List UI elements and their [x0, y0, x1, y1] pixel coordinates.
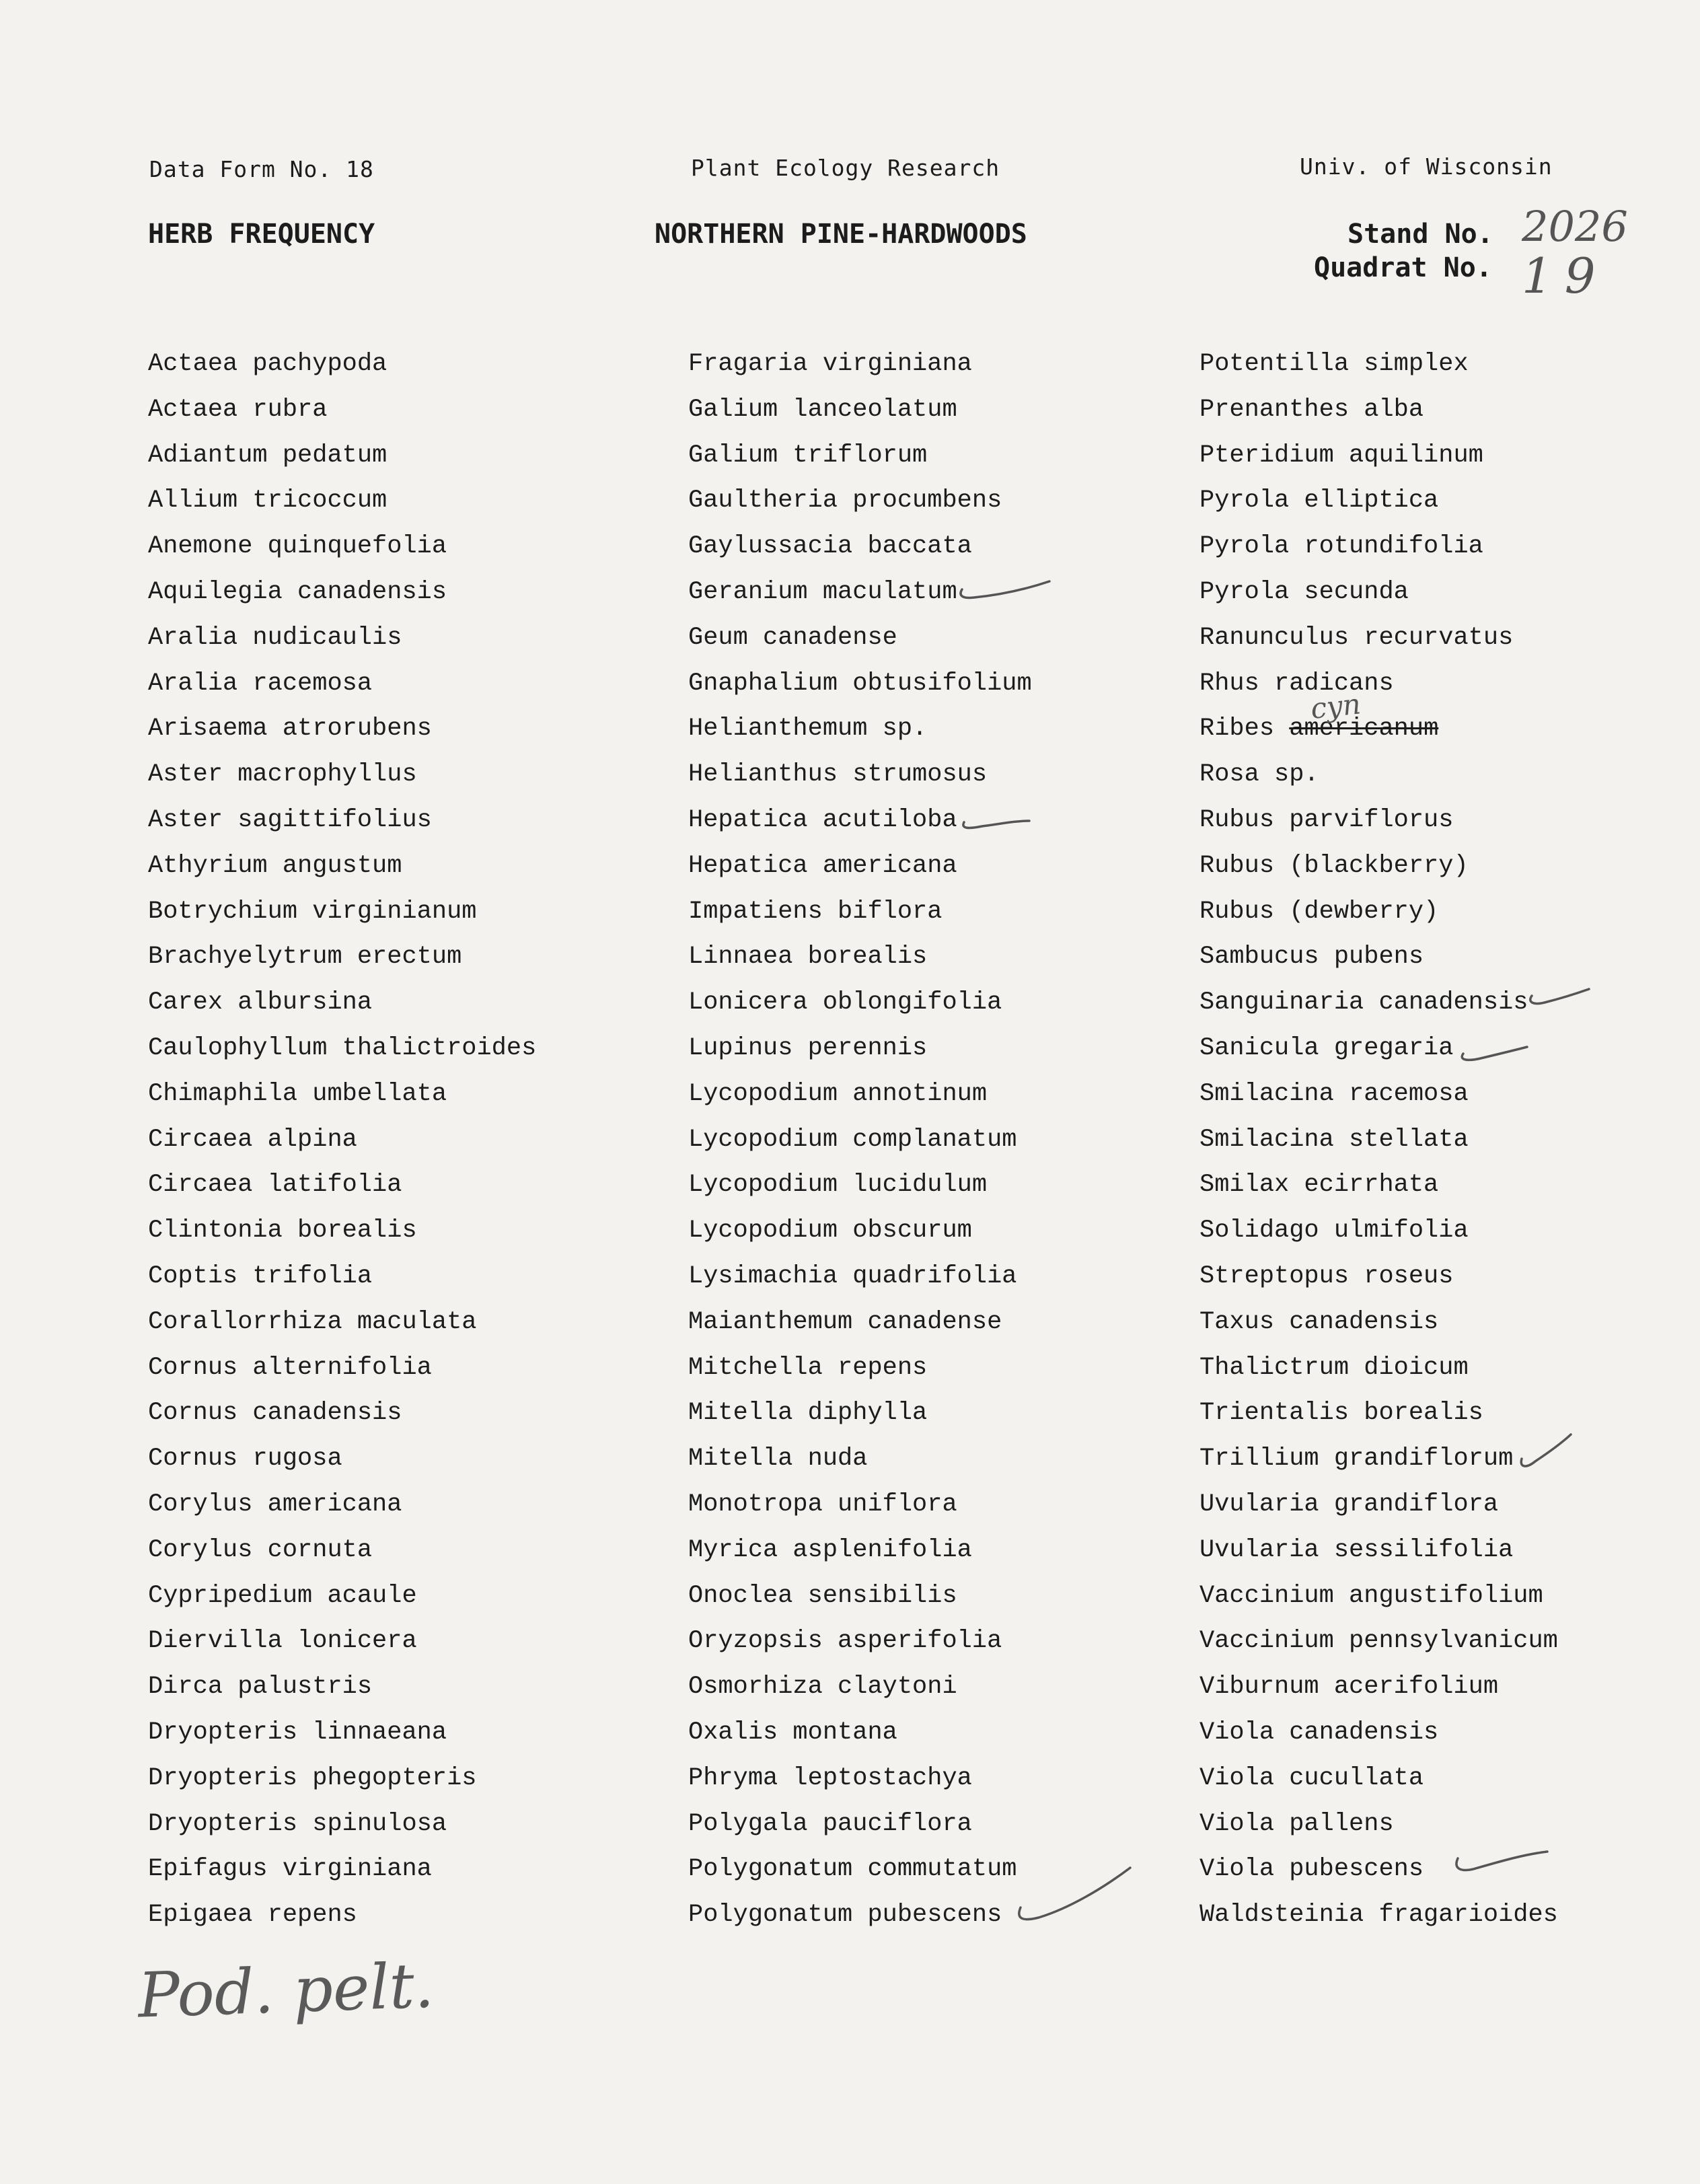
species-name: Lupinus perennis — [688, 1033, 928, 1062]
species-row — [1199, 1624, 1558, 1670]
species-name: Taxus canadensis — [1199, 1307, 1439, 1336]
species-row — [1199, 530, 1558, 575]
species-name: Monotropa uniflora — [688, 1490, 957, 1519]
species-name: Mitella nuda — [688, 1445, 868, 1473]
species-row — [148, 803, 536, 849]
species-row — [148, 1579, 536, 1625]
species-row — [688, 1031, 1032, 1077]
species-name: Sambucus pubens — [1199, 943, 1424, 972]
species-row — [1199, 1168, 1558, 1214]
species-name: Lysimachia quadrifolia — [688, 1262, 1017, 1290]
species-row — [688, 849, 1032, 895]
species-name: Adiantum pedatum — [148, 441, 387, 470]
species-row — [1199, 484, 1558, 530]
species-row — [688, 667, 1032, 713]
species-name: Rubus parviflorus — [1199, 805, 1454, 834]
species-row — [688, 1305, 1032, 1351]
species-row — [1199, 895, 1558, 941]
species-name: Osmorhiza claytoni — [688, 1673, 957, 1702]
species-name: Helianthemum sp. — [688, 715, 928, 743]
species-row — [148, 439, 536, 484]
species-name: Epifagus virginiana — [148, 1855, 432, 1884]
species-name: Coptis trifolia — [148, 1262, 373, 1290]
species-name: Polygala pauciflora — [688, 1809, 972, 1838]
species-name: Sanicula gregaria — [1199, 1033, 1454, 1062]
species-name: Vaccinium angustifolium — [1199, 1581, 1543, 1610]
species-row — [1199, 1351, 1558, 1397]
species-name: Aster macrophyllus — [148, 760, 417, 789]
species-row — [688, 1898, 1032, 1944]
stand-number-value: 2026 — [1522, 202, 1628, 251]
species-name: Diervilla lonicera — [148, 1627, 417, 1656]
species-name: Gaylussacia baccata — [688, 532, 972, 561]
species-name: Dirca palustris — [148, 1673, 373, 1702]
species-row — [1199, 393, 1558, 439]
species-name: Galium lanceolatum — [688, 395, 957, 424]
species-name: Chimaphila umbellata — [148, 1079, 447, 1108]
species-row — [688, 986, 1032, 1031]
species-row — [1199, 1442, 1558, 1488]
species-row — [1199, 1031, 1558, 1077]
species-name: Viburnum acerifolium — [1199, 1673, 1499, 1702]
species-row — [688, 940, 1032, 986]
species-name: Aquilegia canadensis — [148, 577, 447, 606]
species-name: Lycopodium complanatum — [688, 1125, 1017, 1154]
species-name: Lycopodium lucidulum — [688, 1171, 988, 1200]
species-row — [688, 1168, 1032, 1214]
species-row — [1199, 1579, 1558, 1625]
species-row — [688, 712, 1032, 758]
species-row — [148, 1624, 536, 1670]
form-title: HERB FREQUENCY — [148, 219, 375, 250]
species-name: Clintonia borealis — [148, 1216, 417, 1245]
species-row — [1199, 986, 1558, 1031]
species-row — [688, 530, 1032, 575]
species-row — [688, 1579, 1032, 1625]
species-row — [148, 1351, 536, 1397]
species-row — [148, 1396, 536, 1442]
species-row — [148, 1077, 536, 1123]
species-name: Lonicera oblongifolia — [688, 988, 1002, 1017]
species-row — [148, 1123, 536, 1169]
species-name: Cornus canadensis — [148, 1399, 402, 1428]
species-name: Potentilla simplex — [1199, 350, 1469, 378]
species-name: Actaea rubra — [148, 395, 328, 424]
species-name: Ribes americanum — [1199, 712, 1438, 745]
species-name: Helianthus strumosus — [688, 760, 988, 789]
species-name: Maianthemum canadense — [688, 1307, 1002, 1336]
species-row — [1199, 1305, 1558, 1351]
species-name: Ranunculus recurvatus — [1199, 623, 1514, 652]
species-row — [688, 1396, 1032, 1442]
species-row — [1199, 1123, 1558, 1169]
species-row — [688, 575, 1032, 621]
species-column-2 — [688, 347, 1032, 1944]
species-row — [1199, 1761, 1558, 1807]
species-row — [688, 1670, 1032, 1716]
species-name: Hepatica americana — [688, 851, 957, 880]
species-row — [1199, 758, 1558, 803]
species-row — [148, 1214, 536, 1260]
species-row — [1199, 1488, 1558, 1533]
species-row — [688, 621, 1032, 667]
species-name: Galium triflorum — [688, 441, 928, 470]
species-row — [148, 347, 536, 393]
species-name: Onoclea sensibilis — [688, 1581, 957, 1610]
species-row — [688, 1442, 1032, 1488]
quadrat-number-value: 19 — [1522, 248, 1608, 304]
species-name: Smilacina racemosa — [1199, 1079, 1469, 1108]
species-name: Anemone quinquefolia — [148, 532, 447, 561]
species-column-3 — [1199, 347, 1558, 1944]
species-row — [688, 1624, 1032, 1670]
species-name: Hepatica acutiloba — [688, 805, 957, 834]
species-row — [1199, 1716, 1558, 1761]
species-row — [1199, 940, 1558, 986]
species-row — [688, 484, 1032, 530]
species-row — [148, 940, 536, 986]
species-row — [148, 1761, 536, 1807]
species-row — [1199, 1670, 1558, 1716]
species-row — [688, 895, 1032, 941]
species-row — [688, 1077, 1032, 1123]
species-name: Cornus alternifolia — [148, 1353, 432, 1382]
struck-epithet: americanum — [1289, 715, 1439, 743]
species-name: Arisaema atrorubens — [148, 715, 432, 743]
community-title: NORTHERN PINE-HARDWOODS — [655, 219, 1027, 250]
species-row — [148, 484, 536, 530]
species-row — [148, 1533, 536, 1579]
species-name: Aralia racemosa — [148, 669, 373, 698]
stand-number-label: Stand No. — [1347, 219, 1493, 250]
species-name: Geranium maculatum — [688, 577, 957, 606]
species-row — [148, 895, 536, 941]
species-name: Smilax ecirrhata — [1199, 1171, 1439, 1200]
species-row — [148, 530, 536, 575]
species-name: Polygonatum pubescens — [688, 1901, 1002, 1930]
species-name: Polygonatum commutatum — [688, 1855, 1017, 1884]
species-row — [1199, 347, 1558, 393]
species-row — [148, 1716, 536, 1761]
species-row — [1199, 1533, 1558, 1579]
species-name: Aster sagittifolius — [148, 805, 432, 834]
species-name: Streptopus roseus — [1199, 1262, 1454, 1290]
species-name: Circaea latifolia — [148, 1171, 402, 1200]
species-name: Prenanthes alba — [1199, 395, 1424, 424]
species-row — [1199, 621, 1558, 667]
species-name: Fragaria virginiana — [688, 350, 972, 378]
species-row — [148, 849, 536, 895]
species-row — [1199, 575, 1558, 621]
species-row — [688, 803, 1032, 849]
species-name: Pyrola rotundifolia — [1199, 532, 1483, 561]
species-name: Dryopteris phegopteris — [148, 1763, 477, 1792]
species-row — [1199, 1214, 1558, 1260]
research-heading: Plant Ecology Research — [691, 155, 1000, 181]
species-row — [148, 712, 536, 758]
species-row — [148, 1670, 536, 1716]
species-row — [688, 1852, 1032, 1898]
species-name: Carex albursina — [148, 988, 373, 1017]
species-row — [1199, 712, 1558, 758]
species-name: Lycopodium annotinum — [688, 1079, 988, 1108]
university-heading: Univ. of Wisconsin — [1300, 153, 1553, 180]
species-row — [688, 439, 1032, 484]
species-name: Corylus americana — [148, 1490, 402, 1519]
species-row — [148, 1852, 536, 1898]
species-row — [148, 667, 536, 713]
species-name: Circaea alpina — [148, 1125, 357, 1154]
species-name: Viola pallens — [1199, 1809, 1394, 1838]
species-row — [1199, 849, 1558, 895]
margin-note: Pod. pelt. — [137, 1949, 435, 2032]
species-name: Rubus (blackberry) — [1199, 851, 1469, 880]
species-name: Solidago ulmifolia — [1199, 1216, 1469, 1245]
species-name: Trillium grandiflorum — [1199, 1445, 1514, 1473]
species-name: Vaccinium pennsylvanicum — [1199, 1627, 1558, 1656]
species-row — [688, 393, 1032, 439]
species-row — [688, 1214, 1032, 1260]
species-name: Epigaea repens — [148, 1901, 357, 1930]
species-row — [148, 1305, 536, 1351]
species-row — [148, 575, 536, 621]
species-name: Viola pubescens — [1199, 1855, 1424, 1884]
species-row — [688, 1488, 1032, 1533]
species-row — [1199, 803, 1558, 849]
species-row — [1199, 1852, 1558, 1898]
species-name: Smilacina stellata — [1199, 1125, 1469, 1154]
species-name: Rosa sp. — [1199, 760, 1319, 789]
species-row — [688, 1761, 1032, 1807]
species-name: Aralia nudicaulis — [148, 623, 402, 652]
species-name: Dryopteris linnaeana — [148, 1718, 447, 1747]
species-name: Geum canadense — [688, 623, 897, 652]
ribes-correction-note: cyn — [1308, 687, 1362, 725]
species-name: Rhus radicans — [1199, 669, 1394, 698]
species-name: Linnaea borealis — [688, 943, 928, 972]
species-row — [1199, 1898, 1558, 1944]
species-row — [1199, 1077, 1558, 1123]
quadrat-number-label: Quadrat No. — [1314, 252, 1492, 283]
species-name: Oxalis montana — [688, 1718, 897, 1747]
species-row — [688, 1807, 1032, 1853]
species-row — [1199, 667, 1558, 713]
species-name: Allium tricoccum — [148, 486, 387, 515]
species-name: Phryma leptostachya — [688, 1763, 972, 1792]
species-name: Actaea pachypoda — [148, 350, 387, 378]
species-row — [688, 1260, 1032, 1305]
species-row — [688, 1351, 1032, 1397]
species-name: Corallorrhiza maculata — [148, 1307, 477, 1336]
species-row — [1199, 1807, 1558, 1853]
species-name: Gnaphalium obtusifolium — [688, 669, 1032, 698]
species-row — [148, 1488, 536, 1533]
species-name: Cornus rugosa — [148, 1445, 342, 1473]
species-row — [148, 1442, 536, 1488]
species-column-1 — [148, 347, 536, 1944]
species-name: Pyrola secunda — [1199, 577, 1409, 606]
species-row — [148, 1168, 536, 1214]
check-mark-polygonatum-pubescens — [1019, 1868, 1130, 1920]
species-name: Waldsteinia fragarioides — [1199, 1901, 1558, 1930]
species-row — [688, 1533, 1032, 1579]
species-name: Dryopteris spinulosa — [148, 1809, 447, 1838]
species-name: Gaultheria procumbens — [688, 486, 1002, 515]
species-name: Myrica asplenifolia — [688, 1535, 972, 1564]
species-row — [1199, 1396, 1558, 1442]
species-name: Lycopodium obscurum — [688, 1216, 972, 1245]
species-row — [148, 393, 536, 439]
species-row — [1199, 1260, 1558, 1305]
species-row — [148, 986, 536, 1031]
species-row — [688, 347, 1032, 393]
species-row — [148, 1031, 536, 1077]
species-name: Impatiens biflora — [688, 897, 943, 926]
species-name: Uvularia grandiflora — [1199, 1490, 1499, 1519]
species-row — [688, 758, 1032, 803]
form-number: Data Form No. 18 — [149, 156, 374, 182]
species-row — [688, 1716, 1032, 1761]
species-row — [148, 758, 536, 803]
species-row — [148, 621, 536, 667]
species-name: Pyrola elliptica — [1199, 486, 1439, 515]
species-row — [1199, 439, 1558, 484]
species-name: Athyrium angustum — [148, 851, 402, 880]
species-name: Botrychium virginianum — [148, 897, 477, 926]
species-name: Oryzopsis asperifolia — [688, 1627, 1002, 1656]
species-name: Mitchella repens — [688, 1353, 928, 1382]
species-name: Sanguinaria canadensis — [1199, 988, 1528, 1017]
species-name: Viola cucullata — [1199, 1763, 1424, 1792]
species-row — [148, 1898, 536, 1944]
species-row — [688, 1123, 1032, 1169]
species-row — [148, 1260, 536, 1305]
species-name: Thalictrum dioicum — [1199, 1353, 1469, 1382]
species-name: Cypripedium acaule — [148, 1581, 417, 1610]
species-name: Brachyelytrum erectum — [148, 943, 462, 972]
species-row — [148, 1807, 536, 1853]
species-name: Rubus (dewberry) — [1199, 897, 1439, 926]
species-name: Mitella diphylla — [688, 1399, 928, 1428]
species-name: Viola canadensis — [1199, 1718, 1439, 1747]
species-name: Corylus cornuta — [148, 1535, 373, 1564]
species-name: Caulophyllum thalictroides — [148, 1033, 537, 1062]
species-name: Pteridium aquilinum — [1199, 441, 1483, 470]
species-name: Uvularia sessilifolia — [1199, 1535, 1514, 1564]
species-name: Trientalis borealis — [1199, 1399, 1483, 1428]
